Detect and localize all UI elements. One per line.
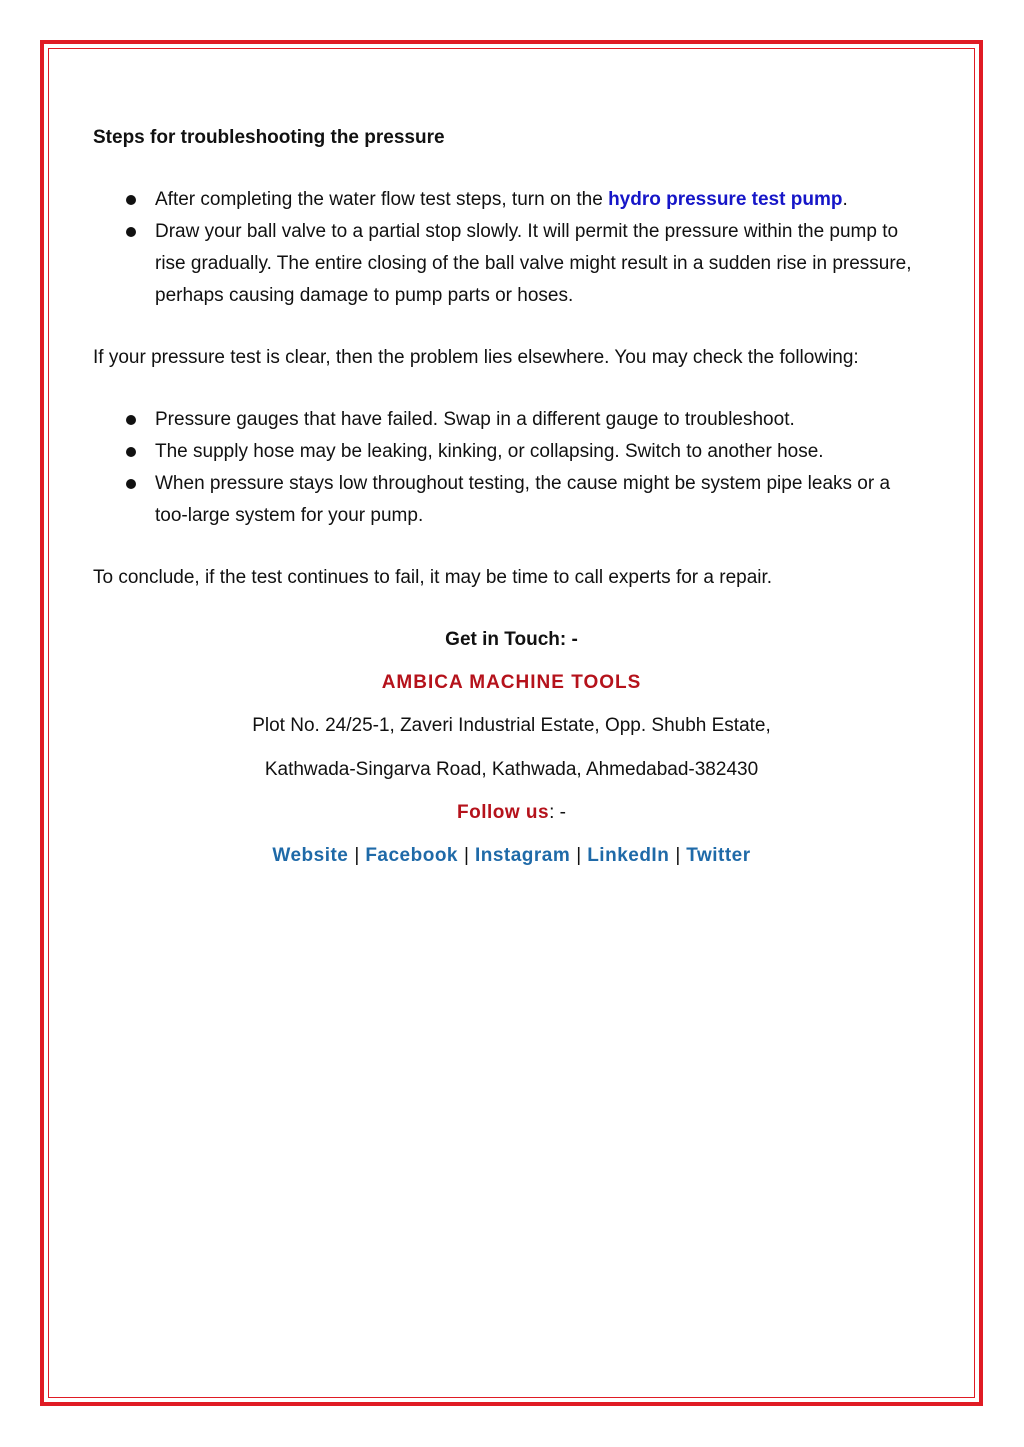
paragraph-check-following: If your pressure test is clear, then the problem lies elsewhere. You may check the following: bbox=[93, 347, 859, 368]
list-item-punctuation: . bbox=[842, 189, 848, 210]
list-item bbox=[93, 404, 923, 436]
list-item bbox=[93, 468, 923, 532]
list-item-text: When pressure stays low throughout testing, the cause might be system pipe leaks or a too-large system for your pump. bbox=[155, 473, 891, 526]
hydro-pressure-test-pump-link[interactable]: hydro pressure test pump bbox=[608, 189, 843, 210]
list-item bbox=[93, 216, 923, 312]
bullet-icon bbox=[126, 479, 136, 489]
twitter-link[interactable]: Twitter bbox=[686, 845, 751, 866]
list-item bbox=[93, 184, 923, 216]
separator: | bbox=[675, 845, 681, 866]
get-in-touch-heading: Get in Touch: - bbox=[445, 629, 578, 650]
bullet-icon bbox=[126, 195, 136, 205]
checks-list bbox=[93, 404, 923, 532]
facebook-link[interactable]: Facebook bbox=[365, 845, 459, 866]
list-item-text: The supply hose may be leaking, kinking, or collapsing. Switch to another hose. bbox=[155, 441, 824, 462]
social-links bbox=[48, 840, 975, 872]
bullet-icon bbox=[126, 227, 136, 237]
separator: | bbox=[576, 845, 582, 866]
troubleshooting-steps-list bbox=[93, 184, 923, 312]
address-line-1: Plot No. 24/25-1, Zaveri Industrial Estate, Opp. Shubh Estate, bbox=[252, 715, 771, 736]
list-item-text: Draw your ball valve to a partial stop slowly. It will permit the pressure within the pump to rise gradually. The entire closing of the ball valve might result in a sudden rise in pressure, perhaps causing damage to pump parts or hoses. bbox=[155, 221, 912, 306]
bullet-icon bbox=[126, 447, 136, 457]
list-item-text: After completing the water flow test steps, turn on the bbox=[155, 189, 609, 210]
follow-us-label: Follow us bbox=[457, 802, 550, 823]
section-heading: Steps for troubleshooting the pressure bbox=[93, 127, 445, 148]
separator: | bbox=[464, 845, 469, 866]
website-link[interactable]: Website bbox=[272, 845, 349, 866]
bullet-icon bbox=[126, 415, 136, 425]
paragraph-conclusion: To conclude, if the test continues to fail, it may be time to call experts for a repair. bbox=[93, 567, 773, 588]
company-name: AMBICA MACHINE TOOLS bbox=[381, 672, 642, 693]
list-item bbox=[93, 436, 923, 468]
linkedin-link[interactable]: LinkedIn bbox=[587, 845, 670, 866]
separator: | bbox=[354, 845, 360, 866]
list-item-text: Pressure gauges that have failed. Swap in a different gauge to troubleshoot. bbox=[155, 409, 795, 430]
follow-us-suffix: : - bbox=[549, 802, 566, 823]
follow-us-line bbox=[48, 797, 975, 829]
instagram-link[interactable]: Instagram bbox=[474, 845, 571, 866]
address-line-2: Kathwada-Singarva Road, Kathwada, Ahmedabad-382430 bbox=[264, 759, 759, 780]
